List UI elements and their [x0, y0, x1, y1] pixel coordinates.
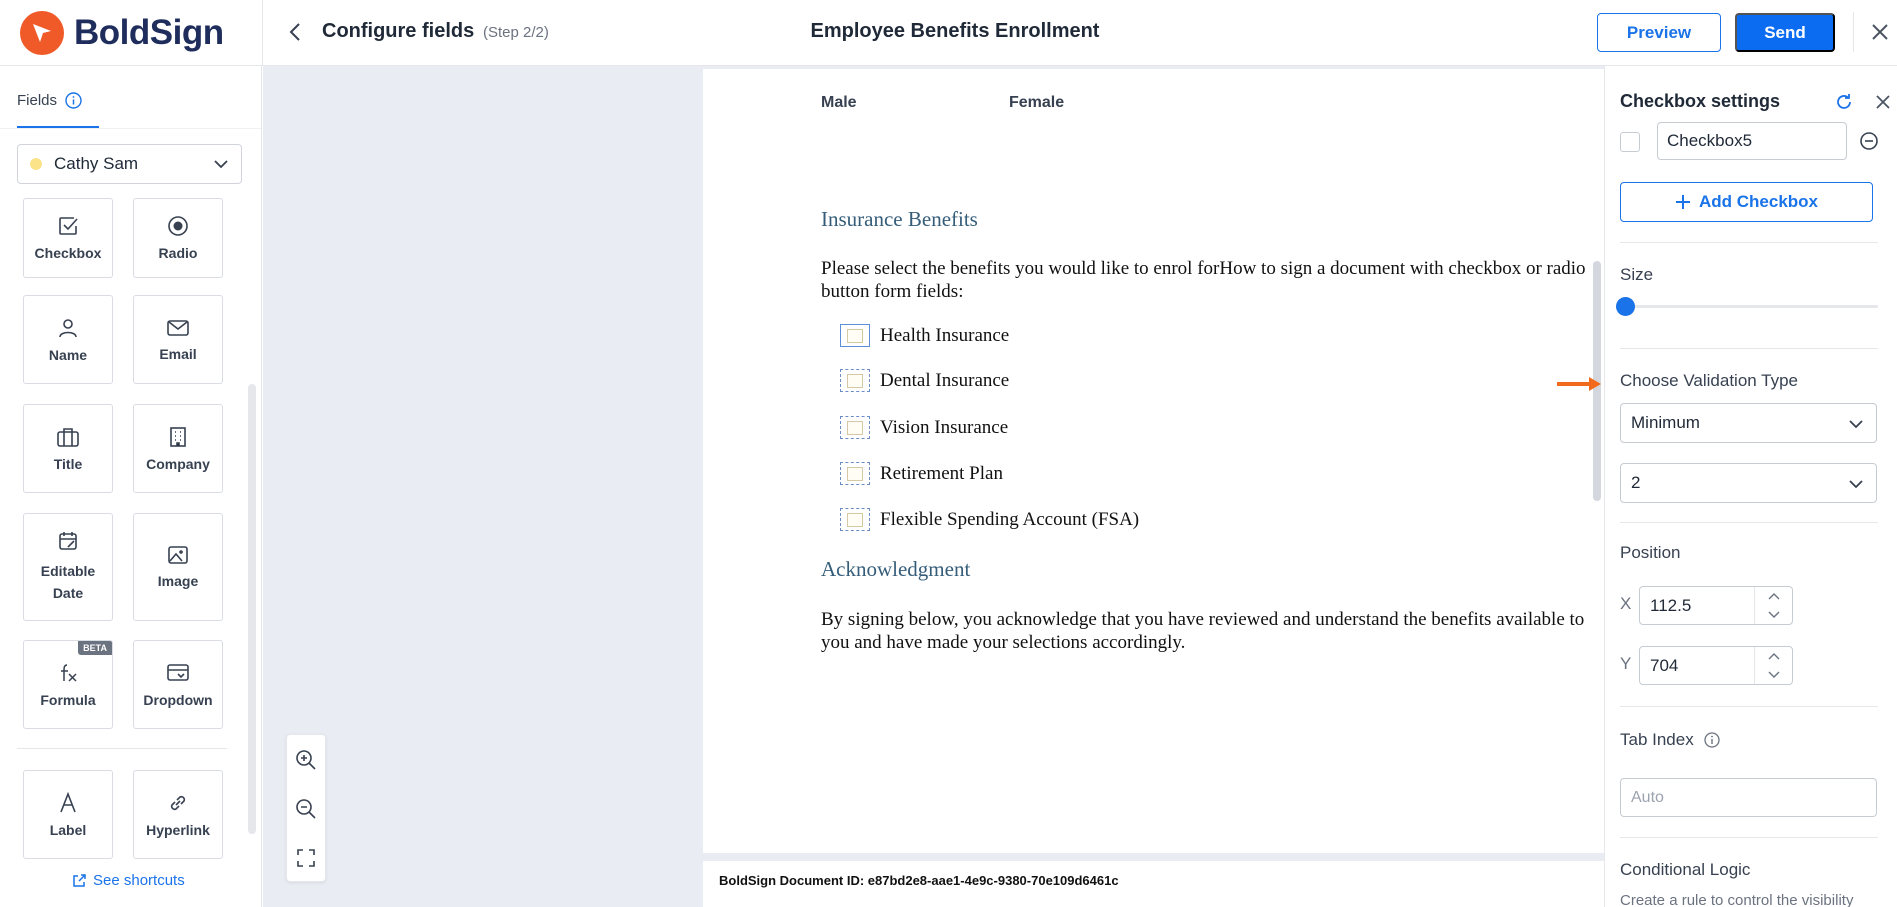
tab-index-row [1620, 730, 1720, 750]
signer-select[interactable] [17, 144, 242, 184]
step-indicator: (Step 2/2) [483, 24, 549, 41]
field-tile-label: Name [48, 346, 88, 363]
fields-sidebar [0, 66, 262, 907]
field-tile-label: Dropdown [143, 691, 213, 708]
checkbox-field[interactable] [840, 416, 870, 439]
field-tile-label: Label [49, 821, 87, 838]
field-tile-formula[interactable] [23, 640, 113, 729]
field-tile-radio[interactable] [133, 198, 223, 278]
letter-a-icon [58, 792, 78, 814]
add-checkbox-button[interactable] [1620, 182, 1873, 222]
gender-male: Male [821, 94, 857, 111]
position-y-input[interactable] [1639, 646, 1793, 685]
arrow-right-icon [1555, 374, 1605, 394]
field-tile-email[interactable] [133, 295, 223, 384]
field-tile-label[interactable] [23, 770, 113, 859]
info-icon[interactable] [65, 92, 82, 109]
field-tile-label: Checkbox [34, 245, 102, 261]
field-tile-label: Image [157, 573, 199, 589]
size-slider-thumb[interactable] [1616, 297, 1635, 316]
field-tile-label: Hyperlink [146, 821, 210, 838]
chevron-down-icon [213, 157, 229, 171]
checkbox-field[interactable] [840, 462, 870, 485]
benefit-option [840, 324, 1009, 347]
field-tile-label: Radio [158, 245, 198, 261]
field-tile-dropdown[interactable] [133, 640, 223, 729]
divider [1620, 348, 1878, 349]
divider [17, 748, 227, 749]
size-slider-track[interactable] [1627, 305, 1878, 308]
person-icon [57, 317, 79, 339]
checkbox-field[interactable] [840, 508, 870, 531]
field-tile-title[interactable] [23, 404, 113, 493]
see-shortcuts-link[interactable] [72, 872, 185, 889]
position-label: Position [1620, 543, 1681, 562]
close-icon[interactable] [1868, 20, 1892, 44]
briefcase-icon [56, 426, 80, 448]
divider [1620, 242, 1878, 243]
benefit-label: Dental Insurance [880, 369, 1010, 391]
zoom-out-icon [295, 798, 317, 820]
field-tile-editable-date[interactable] [23, 513, 113, 621]
info-icon[interactable] [1704, 732, 1720, 748]
remove-circle-icon[interactable] [1859, 131, 1879, 151]
section-text: Please select the benefits you would like to enrol forHow to sign a document with checkbox or radio button form fields: [821, 258, 1586, 302]
checkbox-name-input[interactable]: Checkbox5 [1657, 122, 1847, 160]
field-tile-checkbox[interactable] [23, 198, 113, 278]
position-y-value: 704 [1650, 655, 1679, 675]
document-canvas [263, 66, 1604, 907]
gender-female: Female [1009, 94, 1065, 111]
mail-icon [166, 318, 190, 338]
chevron-down-icon [1848, 418, 1864, 430]
sidebar-scrollbar[interactable] [248, 384, 256, 834]
size-label: Size [1620, 265, 1654, 284]
divider [1620, 837, 1878, 838]
settings-title: Checkbox settings [1620, 91, 1781, 111]
section-text: By signing below, you acknowledge that you have reviewed and understand the benefits available to you and have made your selections accordingly. [821, 609, 1585, 653]
chevron-down-icon[interactable] [1768, 611, 1780, 619]
chevron-down-icon[interactable] [1768, 671, 1780, 679]
checkbox-icon [57, 215, 79, 237]
x-spinner[interactable] [1754, 587, 1792, 624]
field-tile-label: Editable Date [40, 563, 96, 601]
external-link-icon [72, 873, 87, 888]
field-tile-label: Company [146, 455, 210, 472]
validation-count-value: 2 [1631, 473, 1641, 492]
benefit-option [840, 462, 1003, 485]
radio-icon [167, 215, 189, 237]
checkbox-field[interactable] [840, 324, 870, 347]
x-label: X [1620, 594, 1632, 613]
conditional-logic-description: Create a rule to control the visibility [1620, 892, 1854, 907]
field-tile-label: Title [53, 455, 83, 472]
validation-count-select[interactable] [1620, 463, 1877, 503]
field-tile-image[interactable] [133, 513, 223, 621]
divider [1620, 522, 1878, 523]
position-x-value: 112.5 [1650, 595, 1692, 615]
zoom-out-button[interactable] [287, 784, 325, 833]
field-tile-hyperlink[interactable] [133, 770, 223, 859]
zoom-in-icon [295, 749, 317, 771]
chevron-up-icon[interactable] [1768, 652, 1780, 660]
brand-name: BoldSign [74, 13, 224, 52]
validation-type-value: Minimum [1631, 413, 1700, 432]
y-label: Y [1620, 654, 1632, 673]
section-title: Acknowledgment [821, 557, 971, 581]
y-spinner[interactable] [1754, 647, 1792, 684]
close-icon[interactable] [1873, 92, 1893, 112]
tab-index-label: Tab Index [1620, 730, 1694, 749]
benefit-option [840, 508, 1139, 531]
validation-type-select[interactable] [1620, 403, 1877, 443]
calendar-edit-icon [57, 530, 79, 552]
document-id-footer: BoldSign Document ID: e87bd2e8-aae1-4e9c-9380-70e109d6461c [703, 861, 1691, 907]
fullscreen-icon [296, 848, 316, 868]
field-tile-name[interactable] [23, 295, 113, 384]
section-title: Insurance Benefits [821, 207, 978, 231]
benefit-label: Retirement Plan [880, 462, 1003, 484]
chevron-up-icon[interactable] [1768, 592, 1780, 600]
benefit-label: Vision Insurance [880, 416, 1009, 438]
field-tile-label: Email [159, 345, 197, 362]
divider [1620, 706, 1878, 707]
benefit-label: Flexible Spending Account (FSA) [880, 508, 1140, 530]
page-title: Configure fields [322, 20, 475, 42]
signer-name: Cathy Sam [54, 154, 139, 173]
document-page [703, 69, 1691, 853]
link-icon [167, 792, 189, 814]
send-button[interactable]: Send [1735, 13, 1835, 52]
validation-type-label: Choose Validation Type [1620, 371, 1798, 390]
dropdown-icon [166, 662, 190, 684]
field-tile-label: Formula [40, 691, 96, 708]
field-tile-company[interactable] [133, 404, 223, 493]
beta-badge: BETA [78, 641, 112, 655]
document-title: Employee Benefits Enrollment [810, 20, 1100, 42]
zoom-in-button[interactable] [287, 735, 325, 784]
chevron-down-icon [1848, 478, 1864, 490]
refresh-icon[interactable] [1834, 92, 1854, 112]
divider [0, 128, 262, 129]
zoom-controls [286, 734, 326, 882]
function-icon [57, 662, 79, 684]
tab-fields-label: Fields [17, 92, 58, 109]
image-icon [167, 545, 189, 565]
building-icon [167, 426, 189, 448]
see-shortcuts-label: See shortcuts [93, 872, 185, 889]
benefit-label: Health Insurance [880, 324, 1010, 346]
signer-color-dot [30, 158, 42, 170]
preview-button[interactable]: Preview [1597, 13, 1721, 52]
checkbox-field[interactable] [840, 369, 870, 392]
conditional-logic-label: Conditional Logic [1620, 860, 1751, 879]
fit-to-screen-button[interactable] [287, 833, 325, 882]
tab-fields[interactable] [17, 92, 82, 109]
checkbox-default-toggle[interactable] [1620, 132, 1640, 152]
benefit-option [840, 369, 1009, 392]
benefit-option [840, 416, 1008, 439]
tab-index-input[interactable]: Auto [1620, 778, 1877, 817]
position-x-input[interactable] [1639, 586, 1793, 625]
add-checkbox-label: Add Checkbox [1698, 192, 1819, 211]
top-bar [0, 0, 1897, 66]
divider [1853, 12, 1854, 52]
plus-icon [1675, 194, 1691, 210]
checkbox-settings-panel [1604, 66, 1897, 907]
